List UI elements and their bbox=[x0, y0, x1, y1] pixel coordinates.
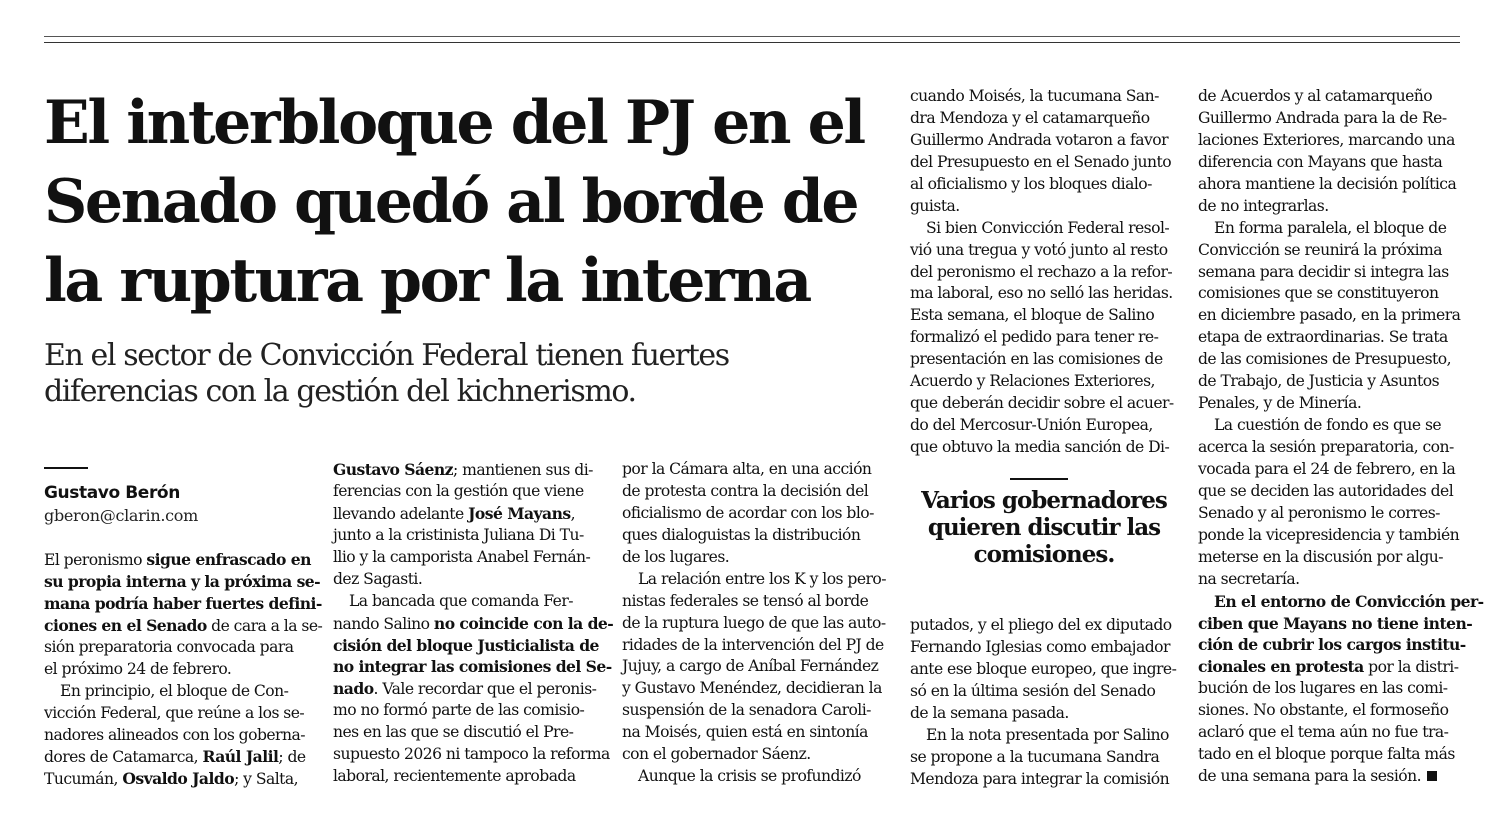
text-line: ma laboral, eso no selló las heridas. bbox=[910, 284, 1173, 303]
text-line: dores de Catamarca, Raúl Jalil; de bbox=[44, 747, 306, 767]
text-line bbox=[333, 656, 612, 678]
text-line bbox=[1198, 634, 1466, 656]
text-line: El peronismo sigue enfrascado en bbox=[44, 550, 311, 569]
text-line: laboral, recientemente aprobada bbox=[333, 767, 576, 786]
text-line: mo no formó parte de las comisio- bbox=[333, 701, 585, 720]
headline-line: la ruptura por la interna bbox=[44, 246, 810, 316]
subheadline bbox=[44, 338, 884, 410]
text-line: Tucumán, Osvaldo Jaldo; y Salta, bbox=[44, 769, 299, 789]
text-line: diferencia con Mayans que hasta bbox=[1198, 152, 1443, 171]
text-line: de una semana para la sesión. bbox=[1198, 766, 1466, 788]
author-name: Gustavo Berón bbox=[44, 483, 180, 503]
text-line bbox=[44, 571, 321, 593]
text-line bbox=[44, 593, 322, 615]
bold-text: ciones en el Senado bbox=[44, 615, 207, 635]
text-line: siones. No obstante, el formoseño bbox=[1198, 701, 1449, 720]
text-line: junto a la cristinista Juliana Di Tu- bbox=[333, 525, 584, 544]
text-line: nistas federales se tensó al borde bbox=[622, 591, 869, 610]
text-line: que obtuvo la media sanción de Di- bbox=[910, 438, 1170, 456]
text-line: en diciembre pasado, en la primera bbox=[1198, 306, 1461, 325]
bold-text: En el entorno de Convicción per- bbox=[1214, 591, 1484, 611]
body-column-1 bbox=[44, 549, 323, 790]
body-column-4 bbox=[910, 86, 1178, 459]
text-line: Jujuy, a cargo de Aníbal Fernández bbox=[622, 657, 879, 676]
text-line: el próximo 24 de febrero. bbox=[44, 659, 232, 678]
text-line: na Moisés, quien está en sintonía bbox=[622, 723, 868, 742]
text-line: suspensión de la senadora Caroli- bbox=[622, 701, 871, 720]
text-line: presentación en las comisiones de bbox=[910, 350, 1163, 369]
text-line: dez Sagasti. bbox=[333, 569, 423, 588]
text-line: putados, y el pliego del ex diputado bbox=[910, 616, 1172, 634]
text-line: que se deciden las autoridades del bbox=[1198, 481, 1454, 500]
text-line bbox=[1198, 613, 1473, 635]
bold-text: mana podría haber fuertes defini- bbox=[44, 593, 322, 613]
text-line: só en la última sesión del Senado bbox=[910, 681, 1156, 700]
text-line: del peronismo el rechazo a la refor- bbox=[910, 262, 1173, 281]
text-line: meterse en la discusión por algu- bbox=[1198, 547, 1443, 566]
text-line: supuesto 2026 ni tampoco la reforma bbox=[333, 745, 610, 764]
text-line: ante ese bloque europeo, que ingre- bbox=[910, 659, 1177, 678]
bold-text: Osvaldo Jaldo bbox=[122, 769, 235, 789]
text-line: formalizó el pedido para tener re- bbox=[910, 328, 1159, 347]
text-line: Gustavo Sáenz; mantienen sus di- bbox=[333, 460, 593, 479]
text-line: Esta semana, el bloque de Salino bbox=[910, 306, 1155, 325]
text-line: al oficialismo y los bloques dialo- bbox=[910, 174, 1152, 193]
text-line: de Acuerdos y al catamarqueño bbox=[1198, 87, 1433, 105]
text-line: y Gustavo Menéndez, decidieran la bbox=[622, 679, 882, 698]
text-line: acerca la sesión preparatoria, con- bbox=[1198, 438, 1454, 456]
bold-text: cionales en protesta bbox=[1198, 657, 1364, 677]
text-line: etapa de extraordinarias. Se trata bbox=[1198, 328, 1448, 347]
end-of-article-mark bbox=[1427, 771, 1437, 781]
text-line: de la ruptura luego de que las auto- bbox=[622, 613, 886, 632]
text-line: Aunque la crisis se profundizó bbox=[638, 767, 861, 786]
text-line: llio y la camporista Anabel Fernán- bbox=[333, 547, 591, 566]
text-line: La cuestión de fondo es que se bbox=[1214, 416, 1442, 435]
text-line: vicción Federal, que reúne a los se- bbox=[44, 703, 305, 722]
body-column-5 bbox=[1198, 86, 1484, 788]
text-line: de los lugares. bbox=[622, 547, 730, 566]
text-line: de protesta contra la decisión del bbox=[622, 481, 869, 500]
bold-text: Gustavo Sáenz bbox=[333, 460, 453, 479]
bold-text: ciben que Mayans no tiene inten- bbox=[1198, 613, 1473, 633]
text-line: guista. bbox=[910, 196, 960, 215]
body-column-4-continued bbox=[910, 615, 1178, 791]
text-line: La relación entre los K y los pero- bbox=[638, 569, 886, 588]
top-rule bbox=[44, 36, 1460, 37]
text-line: vió una tregua y votó junto al resto bbox=[910, 240, 1168, 259]
text-line: comisiones que se constituyeron bbox=[1198, 284, 1439, 303]
headline bbox=[44, 84, 884, 321]
text-line: Si bien Convicción Federal resol- bbox=[926, 218, 1170, 237]
text-line: Guillermo Andrada votaron a favor bbox=[910, 130, 1168, 149]
bold-text: ción de cubrir los cargos institu- bbox=[1198, 635, 1466, 655]
text-line: aclaró que el tema aún no fue tra- bbox=[1198, 723, 1449, 742]
text-line: ciones en el Senado de cara a la se- bbox=[44, 615, 323, 635]
bold-text: nado bbox=[333, 679, 374, 699]
text-line: Fernando Iglesias como embajador bbox=[910, 637, 1170, 656]
body-column-3 bbox=[622, 459, 890, 788]
text-line: nando Salino no coincide con la de- bbox=[333, 613, 614, 633]
text-line: ferencias con la gestión que viene bbox=[333, 481, 584, 500]
bold-text: cisión del bloque Justicialista de bbox=[333, 635, 599, 655]
text-line: Acuerdo y Relaciones Exteriores, bbox=[910, 372, 1155, 391]
pullquote bbox=[910, 487, 1178, 568]
bold-text: su propia interna y la próxima se- bbox=[44, 571, 321, 591]
text-line: oficialismo de acordar con los blo- bbox=[622, 503, 874, 522]
text-line: Guillermo Andrada para la de Re- bbox=[1198, 108, 1447, 127]
top-rule-double bbox=[44, 42, 1460, 43]
author-email: gberon@clarin.com bbox=[44, 506, 198, 525]
text-line: con el gobernador Sáenz. bbox=[622, 745, 811, 764]
text-line: ahora mantiene la decisión política bbox=[1198, 174, 1457, 193]
text-line: tado en el bloque porque falta más bbox=[1198, 745, 1455, 764]
bold-text: sigue enfrascado en bbox=[146, 550, 311, 569]
bold-text: Raúl Jalil bbox=[202, 747, 279, 767]
text-line: vocada para el 24 de febrero, en la bbox=[1198, 459, 1456, 478]
headline-line: Senado quedó al borde de bbox=[44, 167, 858, 237]
text-line: Convicción se reunirá la próxima bbox=[1198, 240, 1442, 259]
pullquote-line: quieren discutir las bbox=[927, 514, 1161, 541]
bold-text: no coincide con la de- bbox=[433, 613, 614, 633]
pullquote-line: Varios gobernadores bbox=[921, 487, 1167, 514]
text-line: de las comisiones de Presupuesto, bbox=[1198, 350, 1452, 369]
text-line: En forma paralela, el bloque de bbox=[1214, 218, 1447, 237]
text-line: Penales, y de Minería. bbox=[1198, 394, 1362, 413]
text-line: ques dialoguistas la distribución bbox=[622, 525, 861, 544]
text-line: de no integrarlas. bbox=[1198, 196, 1329, 215]
byline-rule bbox=[44, 467, 88, 469]
text-line: laciones Exteriores, marcando una bbox=[1198, 130, 1455, 149]
text-line: Mendoza para integrar la comisión bbox=[910, 769, 1170, 788]
text-line: ponde la vicepresidencia y también bbox=[1198, 525, 1460, 544]
text-line: na secretaría. bbox=[1198, 569, 1300, 588]
text-line: En la nota presentada por Salino bbox=[926, 725, 1169, 744]
bold-text: José Mayans bbox=[468, 503, 571, 523]
subheadline-line: En el sector de Convicción Federal tienen fuertes bbox=[44, 338, 729, 373]
text-line: de la semana pasada. bbox=[910, 703, 1069, 722]
text-line: nado. Vale recordar que el peronis- bbox=[333, 679, 597, 699]
text-line: cuando Moisés, la tucumana San- bbox=[910, 87, 1159, 105]
text-line: se propone a la tucumana Sandra bbox=[910, 747, 1160, 766]
text-line: que deberán decidir sobre el acuer- bbox=[910, 394, 1174, 413]
text-line bbox=[1198, 591, 1484, 613]
text-line: del Presupuesto en el Senado junto bbox=[910, 152, 1172, 171]
text-line: por la Cámara alta, en una acción bbox=[622, 460, 872, 478]
pullquote-line: comisiones. bbox=[973, 541, 1115, 568]
text-line: de Trabajo, de Justicia y Asuntos bbox=[1198, 372, 1440, 391]
text-line: nes en las que se discutió el Pre- bbox=[333, 723, 574, 742]
text-line: do del Mercosur-Unión Europea, bbox=[910, 416, 1153, 435]
headline-line: El interbloque del PJ en el bbox=[44, 88, 864, 158]
pullquote-rule bbox=[1010, 478, 1068, 480]
text-line: cionales en protesta por la distri- bbox=[1198, 657, 1459, 677]
body-column-2 bbox=[333, 459, 614, 788]
text-line: ridades de la intervención del PJ de bbox=[622, 635, 884, 654]
text-line: La bancada que comanda Fer- bbox=[349, 591, 573, 610]
text-line: Senado y al peronismo le corres- bbox=[1198, 503, 1440, 522]
text-line: bución de los lugares en las comi- bbox=[1198, 679, 1448, 698]
text-line: llevando adelante José Mayans, bbox=[333, 503, 576, 523]
bold-text: no integrar las comisiones del Se- bbox=[333, 657, 612, 677]
text-line: En principio, el bloque de Con- bbox=[60, 681, 289, 700]
text-line bbox=[333, 635, 601, 657]
text-line: nadores alineados con los goberna- bbox=[44, 725, 305, 744]
text-line: semana para decidir si integra las bbox=[1198, 262, 1449, 281]
text-line: sión preparatoria convocada para bbox=[44, 637, 294, 656]
subheadline-line: diferencias con la gestión del kichnerismo. bbox=[44, 374, 636, 409]
text-line: dra Mendoza y el catamarqueño bbox=[910, 108, 1150, 127]
